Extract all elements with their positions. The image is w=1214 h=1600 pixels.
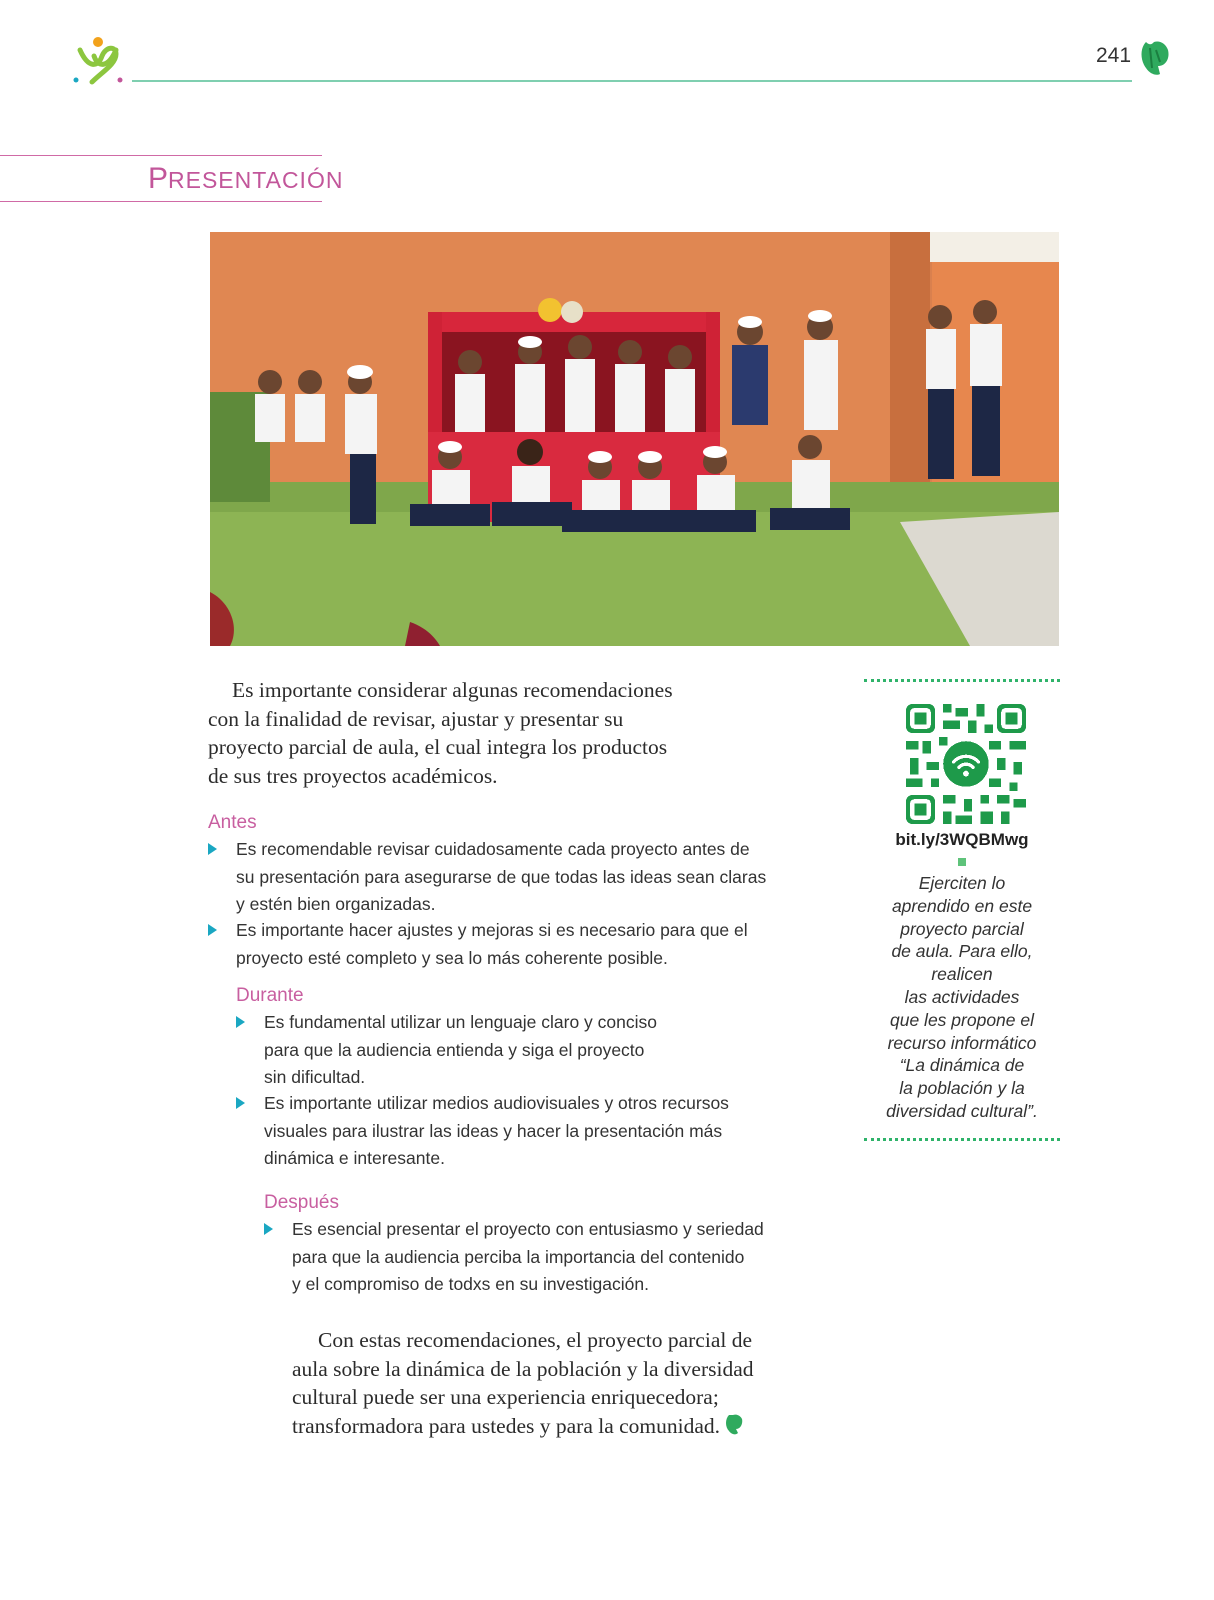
note-line: aprendido en este (891, 895, 1033, 916)
bullet-line: Es importante utilizar medios audiovisuales y otros recursos (264, 1093, 729, 1113)
qr-link-text[interactable]: bit.ly/3WQBMwg (895, 830, 1029, 849)
qr-code-icon[interactable] (906, 704, 1026, 824)
intro-line: con la finalidad de revisar, ajustar y presentar su (208, 706, 624, 731)
program-logo (72, 34, 124, 86)
bullet-item (208, 917, 768, 972)
bullet-line: Es importante hacer ajustes y mejoras si es necesario para que el (236, 920, 748, 940)
note-line: las actividades (904, 986, 1020, 1007)
note-line: que les propone el (890, 1009, 1034, 1030)
note-line: Ejerciten lo (918, 873, 1006, 893)
stage-heading-despues: Después (264, 1192, 339, 1213)
closing-line: aula sobre la dinámica de la población y la diversidad (292, 1356, 754, 1381)
bullet-line: proyecto esté completo y sea lo más coherente posible. (236, 947, 668, 968)
bullet-arrow-icon (208, 843, 217, 855)
note-line: realicen (931, 964, 993, 985)
bullet-item (236, 1009, 776, 1092)
note-line: recurso informático (887, 1032, 1037, 1053)
closing-paragraph (292, 1326, 802, 1440)
bullet-line: para que la audiencia perciba la importancia del contenido (292, 1246, 745, 1267)
bullet-arrow-icon (264, 1223, 273, 1235)
page-number: 241 (1096, 44, 1132, 67)
section-rule-top (0, 155, 322, 156)
intro-line: proyecto parcial de aula, el cual integra los productos (208, 735, 668, 759)
stage-heading-durante: Durante (236, 985, 304, 1006)
bullet-line: para que la audiencia entienda y siga el proyecto (264, 1039, 645, 1060)
note-line: la población y la (899, 1078, 1025, 1099)
bullet-line: sin dificultad. (264, 1067, 366, 1087)
closing-line: cultural puede ser una experiencia enriquecedora; (292, 1385, 719, 1409)
section-title (148, 162, 343, 196)
bullet-item (236, 1090, 776, 1173)
note-line: “La dinámica de (899, 1055, 1025, 1076)
sidebar-note (864, 872, 1060, 1123)
bullet-line: y el compromiso de todxs en su investigación. (292, 1274, 649, 1294)
note-line: diversidad cultural”. (886, 1100, 1038, 1121)
leaf-icon (1138, 38, 1172, 78)
bullet-line: Es esencial presentar el proyecto con entusiasmo y seriedad (292, 1219, 764, 1239)
stage-heading-antes: Antes (208, 812, 257, 833)
sidebar-dotted-rule-top (864, 679, 1060, 682)
bullet-line: visuales para ilustrar las ideas y hacer la presentación más (264, 1120, 723, 1141)
section-rule-bottom (0, 201, 322, 202)
closing-line: transformadora para ustedes y para la comunidad. (292, 1413, 721, 1438)
bullet-arrow-icon (236, 1097, 245, 1109)
note-line: proyecto parcial (900, 918, 1024, 939)
bullet-line: dinámica e interesante. (264, 1148, 445, 1168)
closing-line: Con estas recomendaciones, el proyecto parcial de (318, 1328, 752, 1352)
intro-line: Es importante considerar algunas recomendaciones (232, 678, 673, 702)
bullet-line: su presentación para asegurarse de que todas las ideas sean claras (236, 866, 767, 887)
header-rule (132, 80, 1132, 82)
bullet-arrow-icon (236, 1016, 245, 1028)
bullet-line: Es recomendable revisar cuidadosamente cada proyecto antes de (236, 839, 750, 859)
intro-line: de sus tres proyectos académicos. (208, 763, 498, 788)
section-title-initial: P (148, 162, 169, 195)
bullet-line: y estén bien organizadas. (236, 894, 436, 914)
intro-paragraph (208, 676, 728, 790)
leaf-end-icon (724, 1413, 744, 1437)
bullet-item (208, 836, 768, 919)
note-line: de aula. Para ello, (891, 941, 1033, 962)
decorative-square (958, 858, 966, 866)
bullet-arrow-icon (208, 924, 217, 936)
bullet-line: Es fundamental utilizar un lenguaje claro y conciso (264, 1012, 657, 1032)
students-puppet-theater-photo (210, 232, 1059, 646)
bullet-item (264, 1216, 784, 1299)
section-title-rest: RESENTACIÓN (168, 167, 344, 193)
sidebar-dotted-rule-bottom (864, 1138, 1060, 1141)
